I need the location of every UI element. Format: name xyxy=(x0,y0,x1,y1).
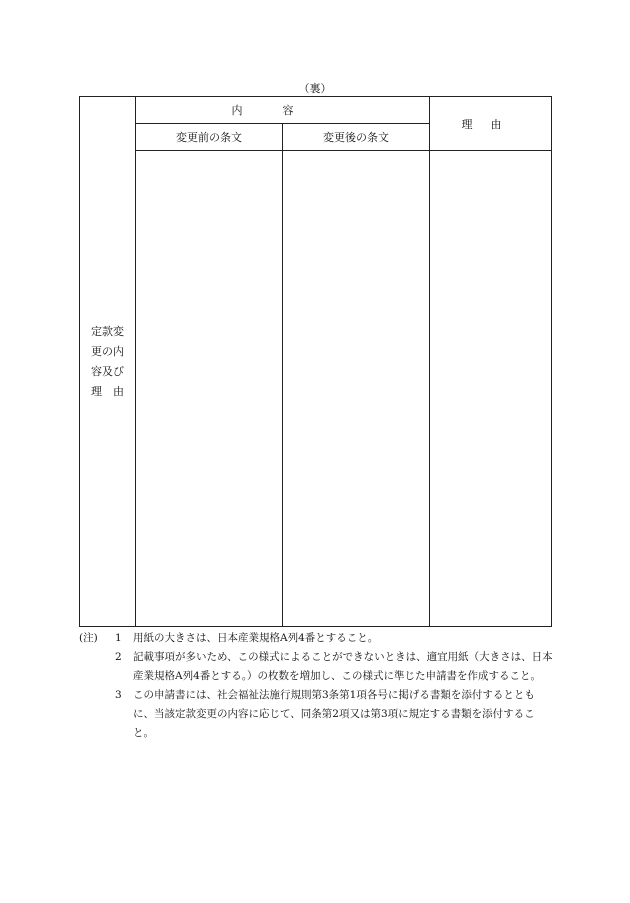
notes-prefix: (注) xyxy=(79,632,98,644)
after-article-entry[interactable] xyxy=(283,151,430,627)
after-article-header: 変更後の条文 xyxy=(283,124,430,151)
note-text: この申請書には、社会福祉法施行規則第3条第1項各号に掲げる書類を添付するとともに、当該定款変更の内容に応じて、同条第2項又は第3項に規定する書類を添付すること。 xyxy=(133,689,535,739)
row-label-line: 定款変 xyxy=(91,324,124,338)
content-header: 内容 xyxy=(136,97,430,124)
note-item xyxy=(79,686,553,743)
note-text: 記載事項が多いため、この様式によることができないときは、適宜用紙（大きさは、日本産業規格A列4番とする。）の枚数を増加し、この様式に準じた申請書を作成すること。 xyxy=(133,651,553,682)
note-item xyxy=(79,648,553,686)
row-label-line: 理 由 xyxy=(91,384,124,398)
reason-entry[interactable] xyxy=(430,151,552,627)
note-number: 3 xyxy=(115,689,122,701)
page-side-label: （裏） xyxy=(298,82,332,95)
notes-section xyxy=(79,629,553,743)
row-label-line: 更の内 xyxy=(91,344,124,358)
row-label-line: 容及び xyxy=(91,364,124,378)
note-number: 2 xyxy=(115,651,122,663)
amendment-form-table xyxy=(79,96,552,627)
reason-header: 理由 xyxy=(430,97,552,151)
note-text: 用紙の大きさは、日本産業規格A列4番とすること。 xyxy=(133,632,379,644)
before-article-header: 変更前の条文 xyxy=(136,124,283,151)
note-number: 1 xyxy=(115,632,122,644)
before-article-entry[interactable] xyxy=(136,151,283,627)
row-label-cell xyxy=(80,97,136,627)
note-item xyxy=(79,629,553,648)
